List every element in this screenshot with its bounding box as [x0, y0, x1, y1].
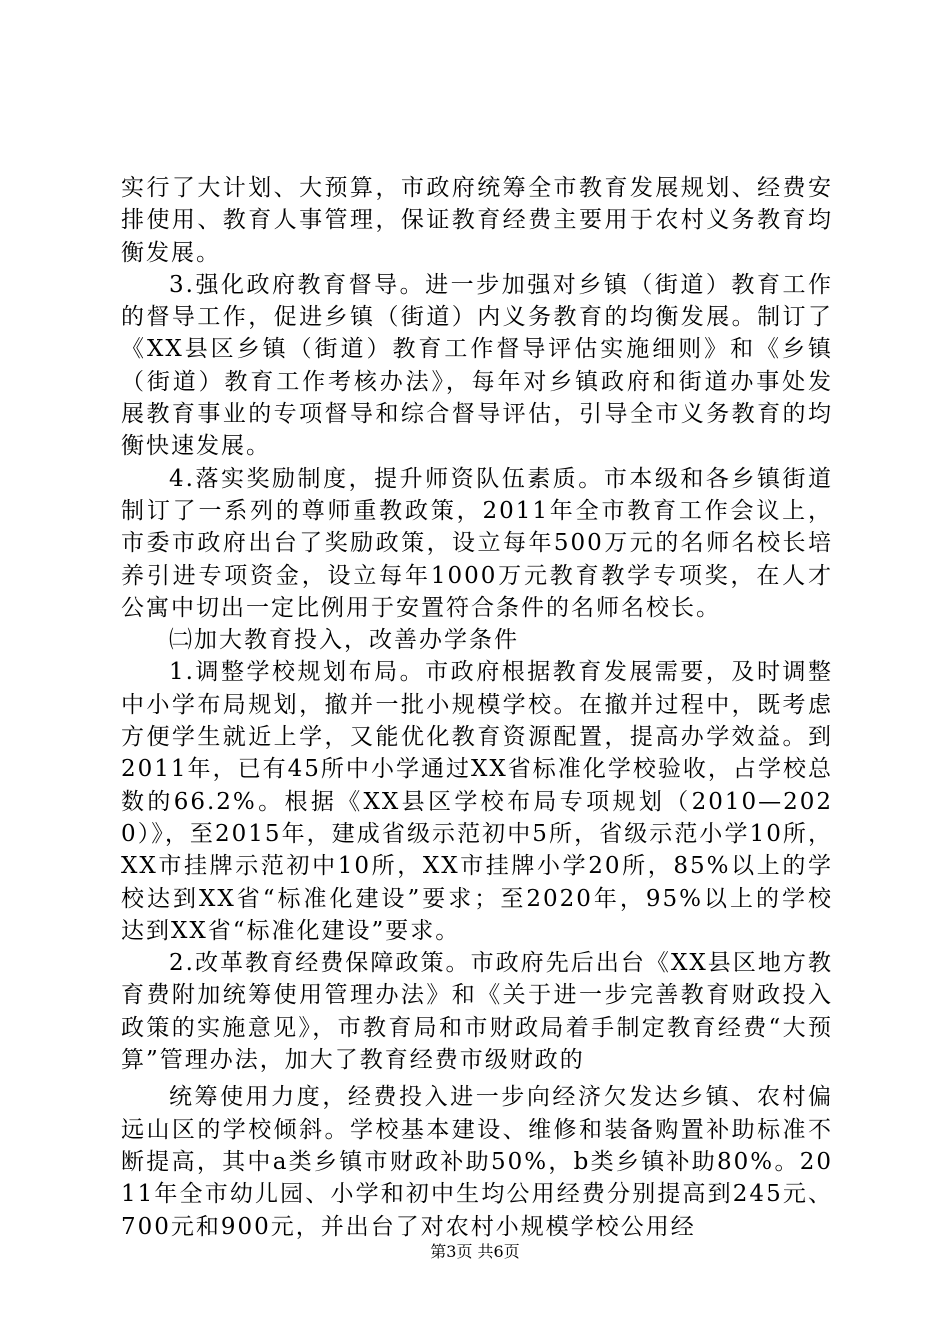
paragraph-item-2: 2.改革教育经费保障政策。市政府先后出台《XX县区地方教育费附加统筹使用管理办法》和《关于进一步完善教育财政投入政策的实施意见》，市教育局和市财政局着手制定教育经费“大预算”管理办法，加大了教育经费市级财政的 [121, 950, 833, 1074]
paragraph-item-2-continued: 统筹使用力度，经费投入进一步向经济欠发达乡镇、农村偏远山区的学校倾斜。学校基本建设、维修和装备购置补助标准不断提高，其中a类乡镇市财政补助50%，b类乡镇补助80%。2011年全市幼儿园、小学和初中生均公用经费分别提高到245元、700元和900元，并出台了对农村小规模学校公用经 [121, 1084, 833, 1240]
document-body [121, 172, 833, 1243]
paragraph-continuation: 实行了大计划、大预算，市政府统筹全市教育发展规划、经费安排使用、教育人事管理，保证教育经费主要用于农村义务教育均衡发展。 [121, 175, 833, 266]
section-heading: ㈡加大教育投入，改善办学条件 [169, 627, 519, 654]
paragraph-item-1: 1.调整学校规划布局。市政府根据教育发展需要，及时调整中小学布局规划，撤并一批小规模学校。在撤并过程中，既考虑方便学生就近上学，又能优化教育资源配置，提高办学效益。到2011年，已有45所中小学通过XX省标准化学校验收，占学校总数的66.2%。根据《XX县区学校布局专项规划（2010—2020）》，至2015年，建成省级示范初中5所，省级示范小学10所，XX市挂牌示范初中10所，XX市挂牌小学20所，85%以上的学校达到XX省“标准化建设”要求；至2020年，95%以上的学校达到XX省“标准化建设”要求。 [121, 659, 833, 944]
page-number-footer: 第3页 共6页 [430, 1242, 520, 1261]
paragraph-item-3: 3.强化政府教育督导。进一步加强对乡镇（街道）教育工作的督导工作，促进乡镇（街道）内义务教育的均衡发展。制订了《XX县区乡镇（街道）教育工作督导评估实施细则》和《乡镇（街道）教育工作考核办法》，每年对乡镇政府和街道办事处发展教育事业的专项督导和综合督导评估，引导全市义务教育的均衡快速发展。 [121, 271, 833, 460]
paragraph-item-4: 4.落实奖励制度，提升师资队伍素质。市本级和各乡镇街道制订了一系列的尊师重教政策，2011年全市教育工作会议上，市委市政府出台了奖励政策，设立每年500万元的名师名校长培养引进专项资金，设立每年1000万元教育教学专项奖，在人才公寓中切出一定比例用于安置符合条件的名师名校长。 [121, 465, 833, 621]
